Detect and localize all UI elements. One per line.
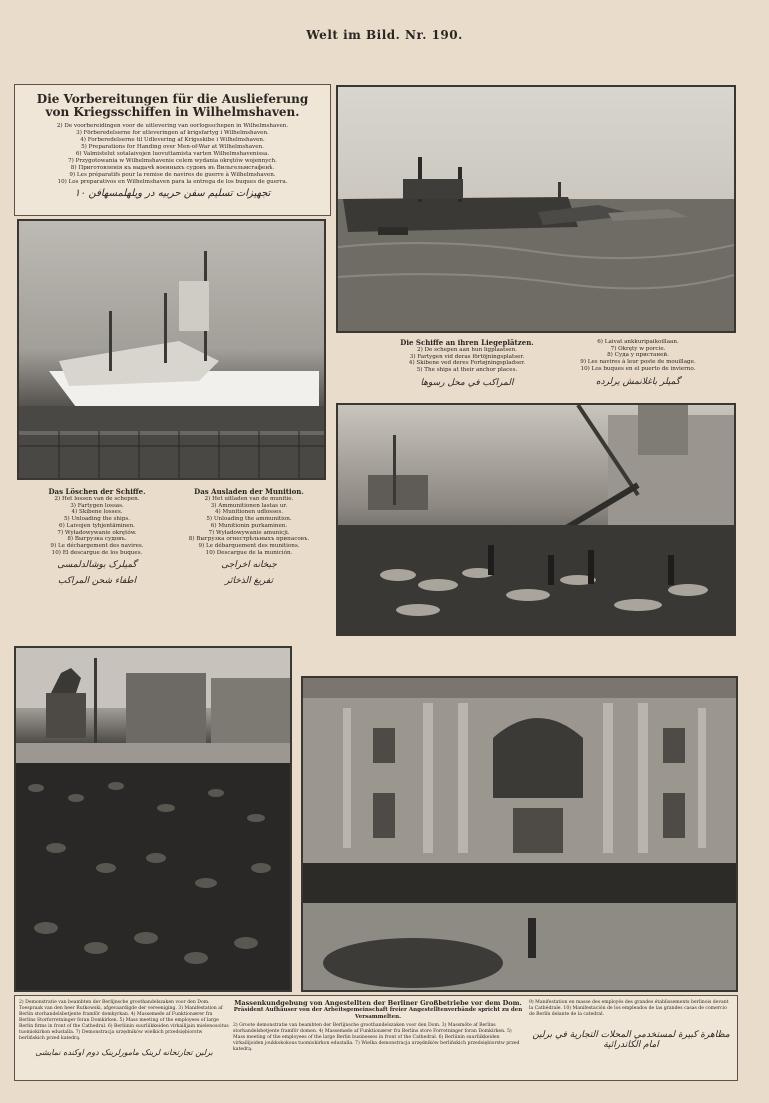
caption-line: 2) Het lossen van de schepen. [54,496,140,502]
bottom-right-text: 9) Manifestation en masse des employés des grandes établissements berlinois devant la Cathédrale. 10) Manifestación de los empleados de las grandes casas de comercio de Berlín delante de la catedral. [529,1000,729,1017]
intro-arabic: ۱۰ تجهیزات تسلیم سفن حربیه در ویلهلمسهافن [74,188,271,199]
caption-line: 6) Laivojen tyhjentäminen. [59,522,135,529]
photo-cathedral-rally [301,676,738,992]
caption-line: 2) Het uitladen van de munitie. [204,496,294,502]
harbor-caption [336,336,736,402]
intro-line: 8) Приготовленія къ выдачѣ военныхъ судовъ въ Вильгельмсгафенѣ. [70,165,275,171]
photo-crowd-square [14,646,292,992]
intro-line: 3) Förberedelserne for utleveringen af krigsfartyg i Wilhelmshaven. [76,130,269,136]
caption-line: 8) Выгрузка огнестрѣльныхъ припасовъ. [188,536,310,543]
intro-list [23,123,322,186]
caption-line: 7) Wyładowywanie amunicji. [208,529,290,536]
caption-line: 8) Суда у пристаней. [607,352,669,359]
harbor-illustration [338,87,734,331]
caption-line: 7) Wyładowywanie okrętów. [57,529,137,536]
caption-line: 6) Laivat ankkuripaikoillaan. [597,339,679,345]
unloading-caption-left [22,488,172,586]
caption-line: 4) Skibene ved deres Fortøjningspladser. [408,360,526,367]
intro-line: 4) Forberedelserne til Udlevering af Krigsskibe i Wilhelmshaven. [80,137,265,143]
caption-line: 9) Le déchargement des navires. [50,542,144,549]
crowd-illustration [16,648,290,990]
caption-line: 5) Unloading the ships. [63,516,131,523]
photo-unloading-ammunition [336,403,736,636]
caption-line: 3) Fartygen lossas. [70,502,124,509]
caption-line: 10) Descargue de la munición. [205,549,293,556]
unloading-arabic: جبخانه اخراجی [221,560,277,571]
harbor-arabic-left: المراکب في محل رسوها [420,377,514,388]
bottom-caption [14,995,738,1081]
caption-line: 6) Munitionin purkaminen. [210,522,288,529]
unloading-arabic: تفریغ الذخائر [225,576,273,587]
caption-line: 4) Munitionen udlosses. [215,509,283,516]
intro-line: 9) Les préparatifs pour la remise de navires de guerre à Wilhelmshaven. [69,172,276,178]
caption-line: 2) De schepen aan hun ligplaatsen. [417,347,517,353]
unloading-left-heading: Das Löschen der Schiffe. [48,487,146,496]
unloading-arabic: اطفاء شحن المراکب [57,576,137,587]
photo-ships-at-quay [17,219,326,480]
caption-line: 3) Fartygen vid deras förtöjningsplatser. [409,353,525,360]
bottom-center-title: Massenkundgebung von Angestellten der Berliner Großbetriebe vor dem Dom. [234,999,522,1007]
intro-panel [14,84,331,216]
bottom-right-arabic: مظاهرة كبيرة لمستخدمي المحلات التجارية في برلين امام الكاتدرائية [532,1030,730,1050]
caption-line: 7) Okręty w porcie. [610,345,666,352]
bottom-left-text: 2) Demonstratie van beambten der Berlijnsche groothandelszaken voor den Dom. Toespraak van den heer Rutkowski, afgevaardigde der vereeniging. 3) Manifestation af Berlin storhandelsbetjente framför domkyrkan. 4) Massemøde af Funktionærer fra Berlins Storforretninger foran Domkirken. 5) Mass meeting of the employees of large Berlin firms in front of the Cathedral. 6) Berliinin suurliikkeiden virkailijain mielenosoitus tuomiokirkon edustalla. 7) Demonstracja urzędników wielkich przedsiębiorstw berlińskich przed katedrą. [19,1000,229,1041]
caption-line: 5) The ships at their anchor places. [416,367,518,374]
intro-title: Die Vorbereitungen für die Auslieferung von Kriegsschiffen in Wilhelmshaven. [36,92,309,119]
unloading-arabic: گمیلرک بوشالدلمسی [57,560,137,571]
caption-line: 5) Unloading the ammunition. [206,516,292,523]
unloading-right-heading: Das Ausladen der Munition. [194,487,304,496]
caption-line: 4) Skibene losses. [71,509,123,516]
caption-line: 3) Ammunitionen lastas ur. [210,502,288,509]
caption-line: 9) Le débarquement des munitions. [198,542,300,549]
unloading-caption-right [174,488,324,586]
page-header: Welt im Bild. Nr. 190. [306,28,463,42]
unloading-caption [14,484,331,639]
harbor-caption-left [392,339,542,388]
ships-illustration [19,221,324,478]
bottom-center [233,999,523,1053]
intro-line: 2) De voorbereidingen voor de uitlevering van oorlogsschepen in Wilhelmshaven. [56,123,289,129]
intro-line: 7) Przygotowania w Wilhelmshavenie celem wydania okrętów wojennych. [68,158,277,164]
caption-line: 10) Los buques en el puerto de invierno. [580,365,696,372]
caption-line: 10) El descargue de los buques. [51,549,143,556]
harbor-arabic-right: گمیلر باغلانمش یرلرده [595,376,681,387]
bottom-center-subtitle: Präsident Aufhäuser von der Arbeitsgemeinschaft freier Angestelltenverbände spricht zu den Versammelten. [233,1007,523,1020]
bottom-left-arabic: برلین تجارتخانه لرینک مامورلرینک دوم اوکنده نمایشی [35,1048,213,1057]
intro-line: 6) Valmistelut sotalaivojen luovuttamista varten Wilhelmshavenissa. [75,151,270,157]
caption-line: 9) Les navires à leur poste de mouillage. [580,359,696,366]
harbor-caption-right [558,339,718,387]
photo-harbor-ships [336,85,736,333]
caption-line: 8) Выгрузка судовъ. [67,536,127,543]
cathedral-illustration [303,678,736,990]
intro-line: 5) Preparations for Handing over Men-of-War at Wilhelmshaven. [81,144,264,150]
unloading-illustration [338,405,734,634]
harbor-caption-heading: Die Schiffe an ihren Liegeplätzen. [400,338,534,347]
intro-line: 10) Los preparativos en Wilhelmshaven para la entrega de los buques de guerra. [57,179,288,185]
bottom-center-text: 2) Groote demonstratie van beambten der Berlijnsche groothandelszaken voor den Dom. 3) Massmöte af Berlins storhandelsbetjente framför domen. 4) Massemøde af Funktionærer fra Berlins store Forretninger foran Domkirken. 5) Mass meeting of the employees of the large Berlin businesses in front of the Cathedral. 6) Berliinin suurliikkeiden virkailijoiden joukkokokous tuomiokirkon edustalla. 7) Wielka demonstracja urzędników berlińskich przedsiębiorstw przed katedrą. [233,1023,520,1052]
